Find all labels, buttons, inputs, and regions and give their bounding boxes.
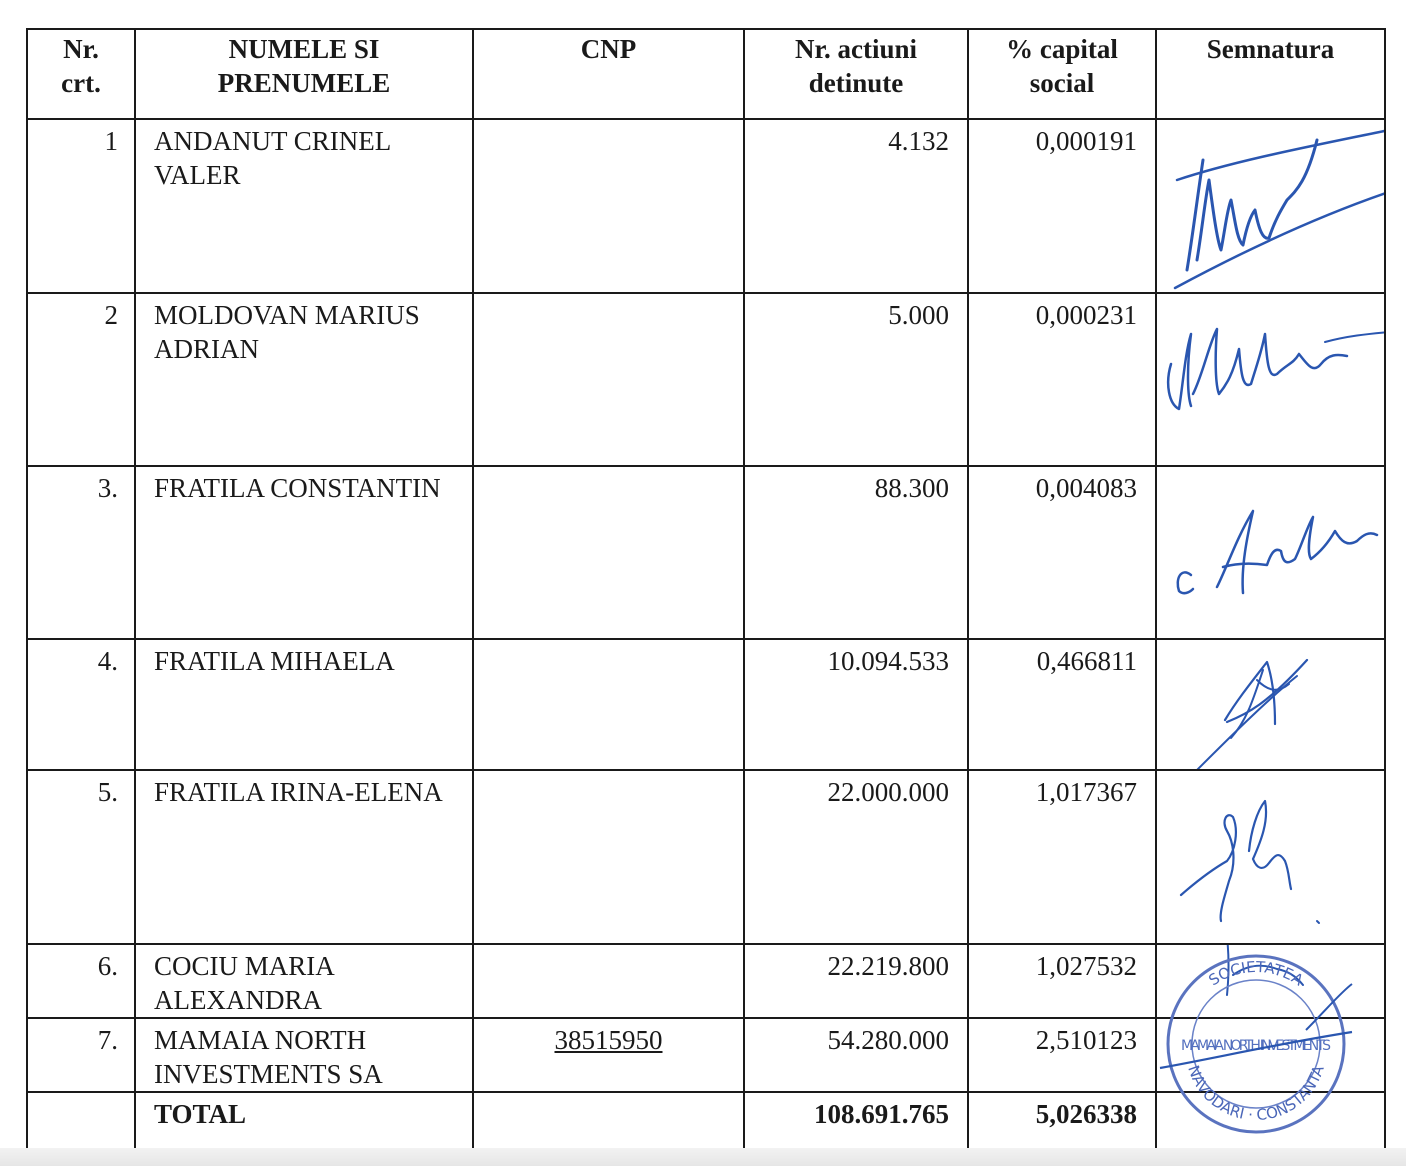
shareholder-name: FRATILA MIHAELA — [135, 639, 473, 770]
header-nr: Nr. crt. — [27, 29, 135, 119]
shareholder-name: ANDANUT CRINEL VALER — [135, 119, 473, 293]
shareholder-name: MOLDOVAN MARIUS ADRIAN — [135, 293, 473, 466]
signature-cell — [1156, 1018, 1385, 1092]
shareholders-table — [26, 28, 1386, 1155]
table-row — [27, 119, 1385, 293]
shareholder-name: COCIU MARIA ALEXANDRA — [135, 944, 473, 1018]
row-number: 2 — [27, 293, 135, 466]
shareholder-name: MAMAIA NORTH INVESTMENTS SA — [135, 1018, 473, 1092]
signature-5 — [1157, 771, 1385, 944]
table-row — [27, 944, 1385, 1018]
header-signature: Semnatura — [1156, 29, 1385, 119]
row-number: 1 — [27, 119, 135, 293]
shareholder-cnp: 38515950 — [473, 1018, 744, 1092]
signature-cell — [1156, 770, 1385, 944]
shareholder-cnp — [473, 770, 744, 944]
row-number: 6. — [27, 944, 135, 1018]
signature-4 — [1157, 640, 1385, 770]
shareholder-cnp — [473, 119, 744, 293]
signature-2 — [1157, 294, 1385, 466]
shareholder-cnp — [473, 466, 744, 639]
header-row — [27, 29, 1385, 119]
signature-6 — [1157, 945, 1385, 1015]
row-number: 4. — [27, 639, 135, 770]
row-number: 3. — [27, 466, 135, 639]
shareholder-cnp — [473, 944, 744, 1018]
seal-bottom-text: NAVODARI · CONSTANTA — [1184, 1063, 1328, 1125]
row-number: 7. — [27, 1018, 135, 1092]
total-nr-empty — [27, 1092, 135, 1154]
table-row — [27, 770, 1385, 944]
total-capital: 5,026338 — [968, 1092, 1156, 1154]
capital-percent: 2,510123 — [968, 1018, 1156, 1092]
signature-cell — [1156, 944, 1385, 1018]
shareholder-name: FRATILA IRINA-ELENA — [135, 770, 473, 944]
signature-cell — [1156, 639, 1385, 770]
total-row — [27, 1092, 1385, 1154]
signature-cell — [1156, 466, 1385, 639]
capital-percent: 0,000191 — [968, 119, 1156, 293]
seal-top-text: SOCIETATEA — [1205, 957, 1307, 990]
total-shares: 108.691.765 — [744, 1092, 968, 1154]
shareholder-cnp — [473, 639, 744, 770]
capital-percent: 1,017367 — [968, 770, 1156, 944]
row-number: 5. — [27, 770, 135, 944]
capital-percent: 0,466811 — [968, 639, 1156, 770]
shareholder-name: FRATILA CONSTANTIN — [135, 466, 473, 639]
table-row — [27, 639, 1385, 770]
page-bottom-edge — [0, 1148, 1406, 1166]
header-name: NUMELE SI PRENUMELE — [135, 29, 473, 119]
table-row — [27, 466, 1385, 639]
capital-percent: 0,004083 — [968, 466, 1156, 639]
capital-percent: 1,027532 — [968, 944, 1156, 1018]
header-capital: % capital social — [968, 29, 1156, 119]
signature-3 — [1157, 467, 1385, 639]
shares-held: 10.094.533 — [744, 639, 968, 770]
table-row — [27, 1018, 1385, 1092]
capital-percent: 0,000231 — [968, 293, 1156, 466]
signature-1 — [1157, 120, 1385, 293]
table-row — [27, 293, 1385, 466]
header-shares: Nr. actiuni detinute — [744, 29, 968, 119]
shares-held: 4.132 — [744, 119, 968, 293]
signature-cell — [1156, 293, 1385, 466]
shares-held: 22.000.000 — [744, 770, 968, 944]
signature-cell — [1156, 119, 1385, 293]
total-cnp-empty — [473, 1092, 744, 1154]
shares-held: 5.000 — [744, 293, 968, 466]
shares-held: 88.300 — [744, 466, 968, 639]
shares-held: 54.280.000 — [744, 1018, 968, 1092]
seal-middle-text: MAMAIA NORTH INVESTMENTS — [1181, 1038, 1331, 1054]
signature-cell — [1156, 1092, 1385, 1154]
shares-held: 22.219.800 — [744, 944, 968, 1018]
total-label: TOTAL — [135, 1092, 473, 1154]
shareholder-cnp — [473, 293, 744, 466]
header-cnp: CNP — [473, 29, 744, 119]
